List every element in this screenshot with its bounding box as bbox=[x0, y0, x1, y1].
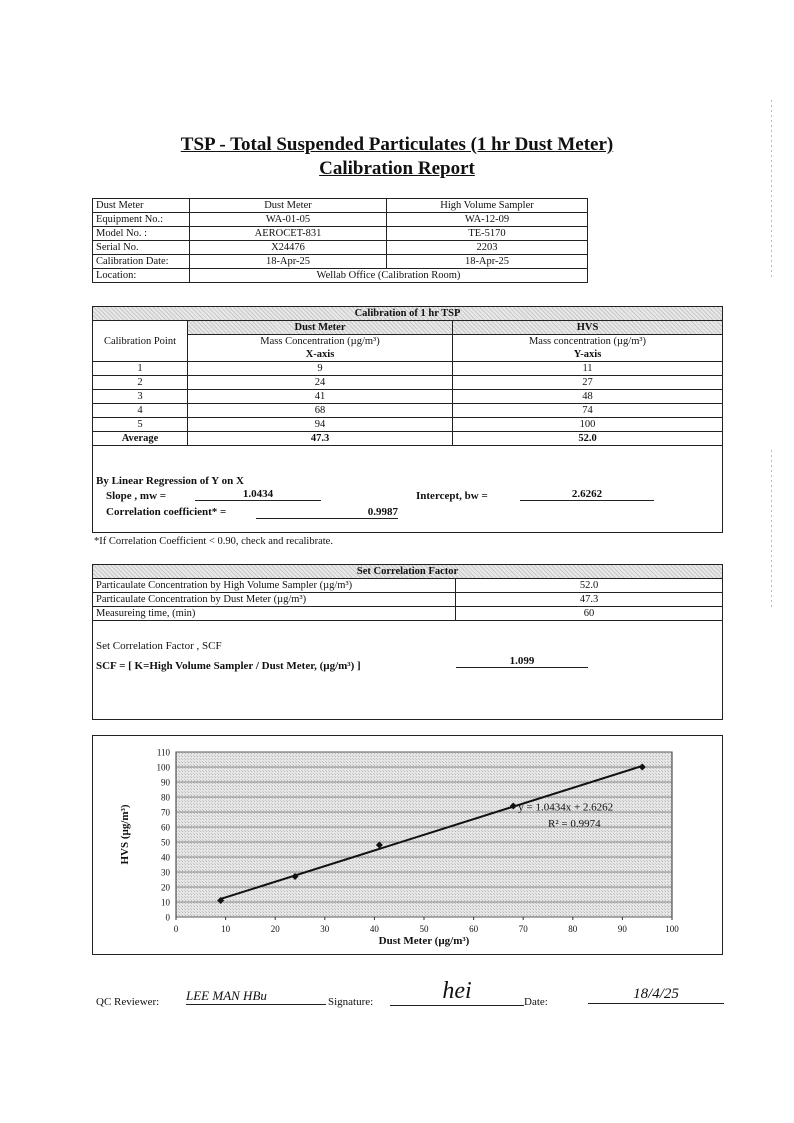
eq-row-dust: AEROCET-831 bbox=[190, 227, 387, 241]
eq-header-hvs: High Volume Sampler bbox=[387, 199, 588, 213]
location-value: Wellab Office (Calibration Room) bbox=[190, 269, 588, 283]
average-label: Average bbox=[93, 432, 188, 446]
y-tick-label: 60 bbox=[161, 822, 170, 833]
eq-header-dust: Dust Meter bbox=[190, 199, 387, 213]
point-x: 41 bbox=[188, 390, 453, 404]
y-tick-label: 20 bbox=[161, 882, 170, 893]
x-tick-label: 10 bbox=[221, 924, 231, 934]
point-number: 1 bbox=[93, 362, 188, 376]
point-number: 4 bbox=[93, 404, 188, 418]
scf-row-label: Measureing time, (min) bbox=[93, 607, 456, 621]
eq-row-dust: WA-01-05 bbox=[190, 213, 387, 227]
x-tick-label: 70 bbox=[518, 924, 528, 934]
point-number: 2 bbox=[93, 376, 188, 390]
equipment-table bbox=[92, 198, 588, 283]
x-axis-label: X-axis bbox=[188, 348, 453, 362]
point-y: 11 bbox=[453, 362, 723, 376]
intercept-value: 2.6262 bbox=[520, 488, 654, 501]
scf-row-value: 52.0 bbox=[456, 579, 723, 593]
point-y: 100 bbox=[453, 418, 723, 432]
scf-row-value: 60 bbox=[456, 607, 723, 621]
scf-formula-value: 1.099 bbox=[456, 655, 588, 668]
x-tick-label: 30 bbox=[320, 924, 330, 934]
x-axis-title: Dust Meter (µg/m³) bbox=[378, 935, 470, 947]
eq-row-dust: X24476 bbox=[190, 241, 387, 255]
point-x: 68 bbox=[188, 404, 453, 418]
eq-row-hvs: TE-5170 bbox=[387, 227, 588, 241]
y-tick-label: 90 bbox=[161, 777, 170, 788]
signature-label: Signature: bbox=[328, 996, 374, 1008]
scf-row-value: 47.3 bbox=[456, 593, 723, 607]
point-number: 5 bbox=[93, 418, 188, 432]
eq-row-label: Equipment No.: bbox=[93, 213, 190, 227]
x-tick-label: 80 bbox=[568, 924, 578, 934]
scf-row-label: Particaulate Concentration by Dust Meter (µg/m³) bbox=[93, 593, 456, 607]
y-tick-label: 110 bbox=[156, 747, 170, 758]
hvs-sub-header: Mass concentration (µg/m³) bbox=[453, 335, 723, 349]
intercept-label: Intercept, bw = bbox=[416, 490, 488, 502]
correlation-label: Correlation coefficient* = bbox=[106, 506, 227, 518]
eq-row-hvs: WA-12-09 bbox=[387, 213, 588, 227]
x-tick-label: 40 bbox=[369, 924, 379, 934]
report-subtitle: Calibration Report bbox=[319, 158, 475, 179]
x-tick-label: 90 bbox=[617, 924, 627, 934]
scf-formula-label: SCF = [ K=High Volume Sampler / Dust Meter, (µg/m³) ] bbox=[96, 660, 361, 672]
qc-reviewer-label: QC Reviewer: bbox=[96, 996, 160, 1008]
x-tick-label: 60 bbox=[469, 924, 479, 934]
dust-meter-header: Dust Meter bbox=[188, 321, 453, 335]
location-label: Location: bbox=[93, 269, 190, 283]
average-y: 52.0 bbox=[453, 432, 723, 446]
r-squared-label: R² = 0.9974 bbox=[548, 818, 601, 830]
date-value: 18/4/25 bbox=[588, 986, 724, 1004]
x-tick-label: 0 bbox=[173, 924, 179, 934]
scf-row-label: Particaulate Concentration by High Volume Sampler (µg/m³) bbox=[93, 579, 456, 593]
eq-header-label: Dust Meter bbox=[93, 199, 190, 213]
y-tick-label: 100 bbox=[156, 762, 170, 773]
point-x: 94 bbox=[188, 418, 453, 432]
y-tick-label: 80 bbox=[161, 792, 170, 803]
trendline-equation: y = 1.0434x + 2.6262 bbox=[518, 801, 614, 814]
correlation-value: 0.9987 bbox=[256, 506, 398, 519]
y-tick-label: 0 bbox=[165, 912, 170, 923]
average-x: 47.3 bbox=[188, 432, 453, 446]
point-x: 24 bbox=[188, 376, 453, 390]
dust-sub-header: Mass Concentration (µg/m³) bbox=[188, 335, 453, 349]
calibration-table bbox=[92, 306, 723, 446]
slope-label: Slope , mw = bbox=[106, 490, 167, 502]
recalibrate-footnote: *If Correlation Coefficient < 0.90, check and recalibrate. bbox=[94, 536, 333, 547]
scf-table bbox=[92, 564, 723, 621]
y-tick-label: 10 bbox=[161, 897, 170, 908]
x-tick-label: 100 bbox=[665, 924, 679, 934]
eq-row-label: Model No. : bbox=[93, 227, 190, 241]
regression-heading: By Linear Regression of Y on X bbox=[96, 475, 244, 487]
eq-row-hvs: 2203 bbox=[387, 241, 588, 255]
qc-reviewer-value: LEE MAN HBu bbox=[186, 988, 326, 1005]
point-x: 9 bbox=[188, 362, 453, 376]
x-tick-label: 20 bbox=[270, 924, 280, 934]
y-axis-title: HVS (µg/m³) bbox=[119, 804, 131, 865]
slope-value: 1.0434 bbox=[195, 488, 321, 501]
calibration-section-title: Calibration of 1 hr TSP bbox=[93, 307, 723, 321]
scf-section-title: Set Correlation Factor bbox=[93, 565, 723, 579]
y-axis-label: Y-axis bbox=[453, 348, 723, 362]
report-title: TSP - Total Suspended Particulates (1 hr Dust Meter) bbox=[180, 134, 614, 155]
calibration-point-header: Calibration Point bbox=[93, 321, 188, 362]
y-tick-label: 40 bbox=[161, 852, 170, 863]
eq-row-dust: 18-Apr-25 bbox=[190, 255, 387, 269]
y-tick-label: 30 bbox=[161, 867, 170, 878]
eq-row-hvs: 18-Apr-25 bbox=[387, 255, 588, 269]
x-tick-label: 50 bbox=[419, 924, 429, 934]
eq-row-label: Calibration Date: bbox=[93, 255, 190, 269]
signature-value: hei bbox=[390, 978, 524, 1006]
point-y: 74 bbox=[453, 404, 723, 418]
point-y: 48 bbox=[453, 390, 723, 404]
calibration-chart bbox=[92, 735, 722, 955]
eq-row-label: Serial No. bbox=[93, 241, 190, 255]
point-y: 27 bbox=[453, 376, 723, 390]
hvs-header: HVS bbox=[453, 321, 723, 335]
scf-set-label: Set Correlation Factor , SCF bbox=[96, 640, 222, 652]
point-number: 3 bbox=[93, 390, 188, 404]
date-label: Date: bbox=[524, 996, 548, 1008]
y-tick-label: 70 bbox=[161, 807, 170, 818]
y-tick-label: 50 bbox=[161, 837, 170, 848]
